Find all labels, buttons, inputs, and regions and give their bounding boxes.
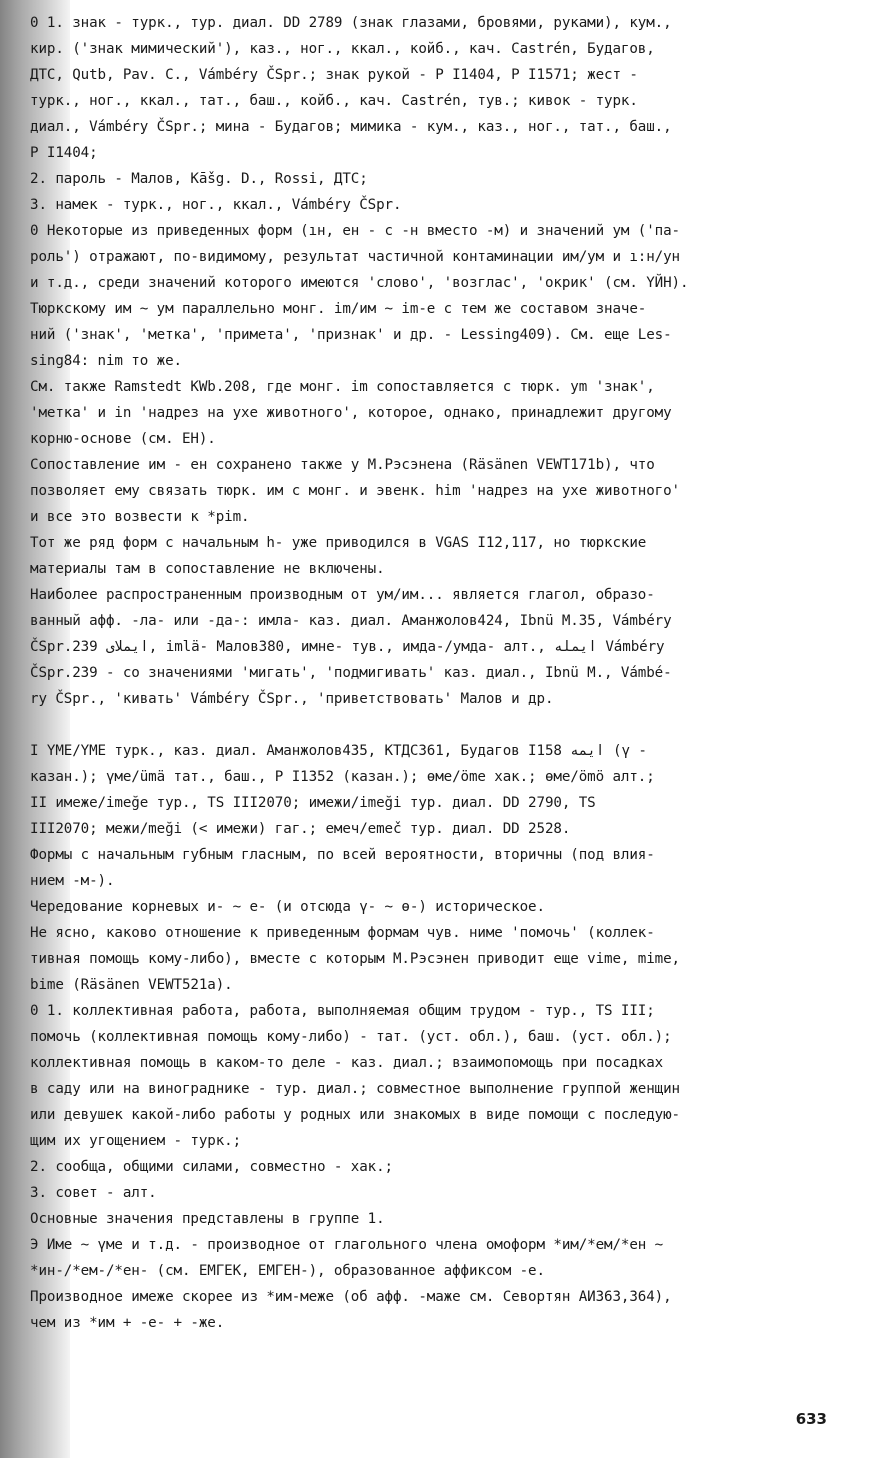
text-line: I ҮМЕ/ҮМЕ турк., каз. диал. Аманжолов435, КТДС361, Будагов I158 ايمه (ү - xyxy=(30,743,647,759)
text-line: См. также Ramstedt KWb.208, где монг. im сопоставляется с тюрк. ym 'знак', xyxy=(30,379,655,395)
text-line: 3. совет - алт. xyxy=(30,1185,157,1201)
text-line: Тюркскому им ~ ум параллельно монг. im/им ~ im-e с тем же составом значе- xyxy=(30,301,647,317)
text-line: диал., Vámbéry ČSpr.; мина - Будагов; мимика - кум., каз., ног., тат., баш., xyxy=(30,119,672,135)
text-line: II имеже/imeğe тур., TS III2070; имежи/imeği тур. диал. DD 2790, TS xyxy=(30,795,596,811)
text-line: 2. пароль - Малов, Kāšg. D., Rossi, ДТС; xyxy=(30,171,368,187)
page-number: 633 xyxy=(795,1410,827,1428)
text-line: кир. ('знак мимический'), каз., ног., ккал., койб., кач. Castrén, Будагов, xyxy=(30,41,655,57)
text-line: чем из *им + -е- + -же. xyxy=(30,1315,225,1331)
text-line: ČSpr.239 ايملاى, imlä- Малов380, имне- тув., имда-/умда- алт., ايمله‎ Vámbéry xyxy=(30,639,665,655)
text-line: турк., ног., ккал., тат., баш., койб., кач. Castrén, тув.; кивок - турк. xyxy=(30,93,638,109)
text-line: и т.д., среди значений которого имеются 'слово', 'возглас', 'окрик' (см. ҮЙН). xyxy=(30,275,689,291)
text-line: 3. намек - турк., ног., ккал., Vámbéry ČSpr. xyxy=(30,197,402,213)
text-line: 2. сообща, общими силами, совместно - хак.; xyxy=(30,1159,393,1175)
text-line: III2070; межи/meği (< имежи) гаг.; емеч/emeč тур. диал. DD 2528. xyxy=(30,821,571,837)
text-line xyxy=(30,712,842,738)
text-line: sing84: nim то же. xyxy=(30,353,182,369)
text-line: Производное имеже скорее из *им-меже (об афф. -маже см. Севортян АИ363,364), xyxy=(30,1289,672,1305)
text-line: щим их угощением - турк.; xyxy=(30,1133,242,1149)
text-line: Формы с начальным губным гласным, по всей вероятности, вторичны (под влия- xyxy=(30,847,655,863)
text-line: в саду или на винограднике - тур. диал.; совместное выполнение группой женщин xyxy=(30,1081,681,1097)
text-line: материалы там в сопоставление не включены. xyxy=(30,561,385,577)
text-line: ний ('знак', 'метка', 'примета', 'признак' и др. - Lessing409). См. еще Les- xyxy=(30,327,672,343)
text-line: тивная помощь кому-либо), вместе с которым М.Рэсэнен приводит еще vime, mime, xyxy=(30,951,681,967)
text-line: Чередование корневых и- ~ е- (и отсюда ү- ~ ө-) историческое. xyxy=(30,899,545,915)
text-line: ry ČSpr., 'кивать' Vámbéry ČSpr., 'приветствовать' Малов и др. xyxy=(30,691,554,707)
text-line: нием -м-). xyxy=(30,873,115,889)
text-line: 0 1. коллективная работа, работа, выполняемая общим трудом - тур., TS III; xyxy=(30,1003,655,1019)
text-line: коллективная помощь в каком-то деле - каз. диал.; взаимопомощь при посадках xyxy=(30,1055,664,1071)
text-line: ванный афф. -ла- или -да-: имла- каз. диал. Аманжолов424, Ibnü M.35, Vámbéry xyxy=(30,613,672,629)
text-line: Наиболее распространенным производным от ум/им... является глагол, образо- xyxy=(30,587,655,603)
text-line: Тот же ряд форм с начальным h- уже приводился в VGAS I12,117, но тюркские xyxy=(30,535,647,551)
text-line: bime (Räsänen VEWT521a). xyxy=(30,977,233,993)
text-line: Сопоставление им - ен сохранено также у М.Рэсэнена (Räsänen VEWT171b), что xyxy=(30,457,655,473)
text-line: роль') отражают, по-видимому, результат частичной контаминации им/ум и ı:н/ун xyxy=(30,249,681,265)
dictionary-page xyxy=(30,10,842,1336)
text-line: Э Име ~ үме и т.д. - производное от глагольного члена омоформ *им/*ем/*ен ~ xyxy=(30,1237,664,1253)
text-line: корню-основе (см. ЕН). xyxy=(30,431,216,447)
text-line: позволяет ему связать тюрк. им с монг. и эвенк. him 'надрез на ухе животного' xyxy=(30,483,681,499)
text-line: 0 Некоторые из приведенных форм (ıн, ен - с -н вместо -м) и значений ум ('па- xyxy=(30,223,681,239)
text-line: помочь (коллективная помощь кому-либо) - тат. (уст. обл.), баш. (уст. обл.); xyxy=(30,1029,672,1045)
text-line: ДТС, Qutb, Pav. C., Vámbéry ČSpr.; знак рукой - Р I1404, Р I1571; жест - xyxy=(30,67,638,83)
text-line: казан.); үме/ümä тат., баш., Р I1352 (казан.); өме/öme хак.; өме/ömö алт.; xyxy=(30,769,655,785)
text-line: Основные значения представлены в группе 1. xyxy=(30,1211,385,1227)
text-line: Не ясно, каково отношение к приведенным формам чув. ниме 'помочь' (коллек- xyxy=(30,925,655,941)
text-line: *ин-/*ем-/*ен- (см. ЕМГЕК, ЕМГЕН-), образованное аффиксом -е. xyxy=(30,1263,545,1279)
text-line: 'метка' и in 'надрез на ухе животного', которое, однако, принадлежит другому xyxy=(30,405,672,421)
text-line: ČSpr.239 - со значениями 'мигать', 'подмигивать' каз. диал., Ibnü M., Vámbé- xyxy=(30,665,672,681)
text-line: 0 1. знак - турк., тур. диал. DD 2789 (знак глазами, бровями, руками), кум., xyxy=(30,15,672,31)
text-line: и все это возвести к *pim. xyxy=(30,509,250,525)
text-line: Р I1404; xyxy=(30,145,98,161)
text-line: или девушек какой-либо работы у родных или знакомых в виде помощи с последую- xyxy=(30,1107,681,1123)
